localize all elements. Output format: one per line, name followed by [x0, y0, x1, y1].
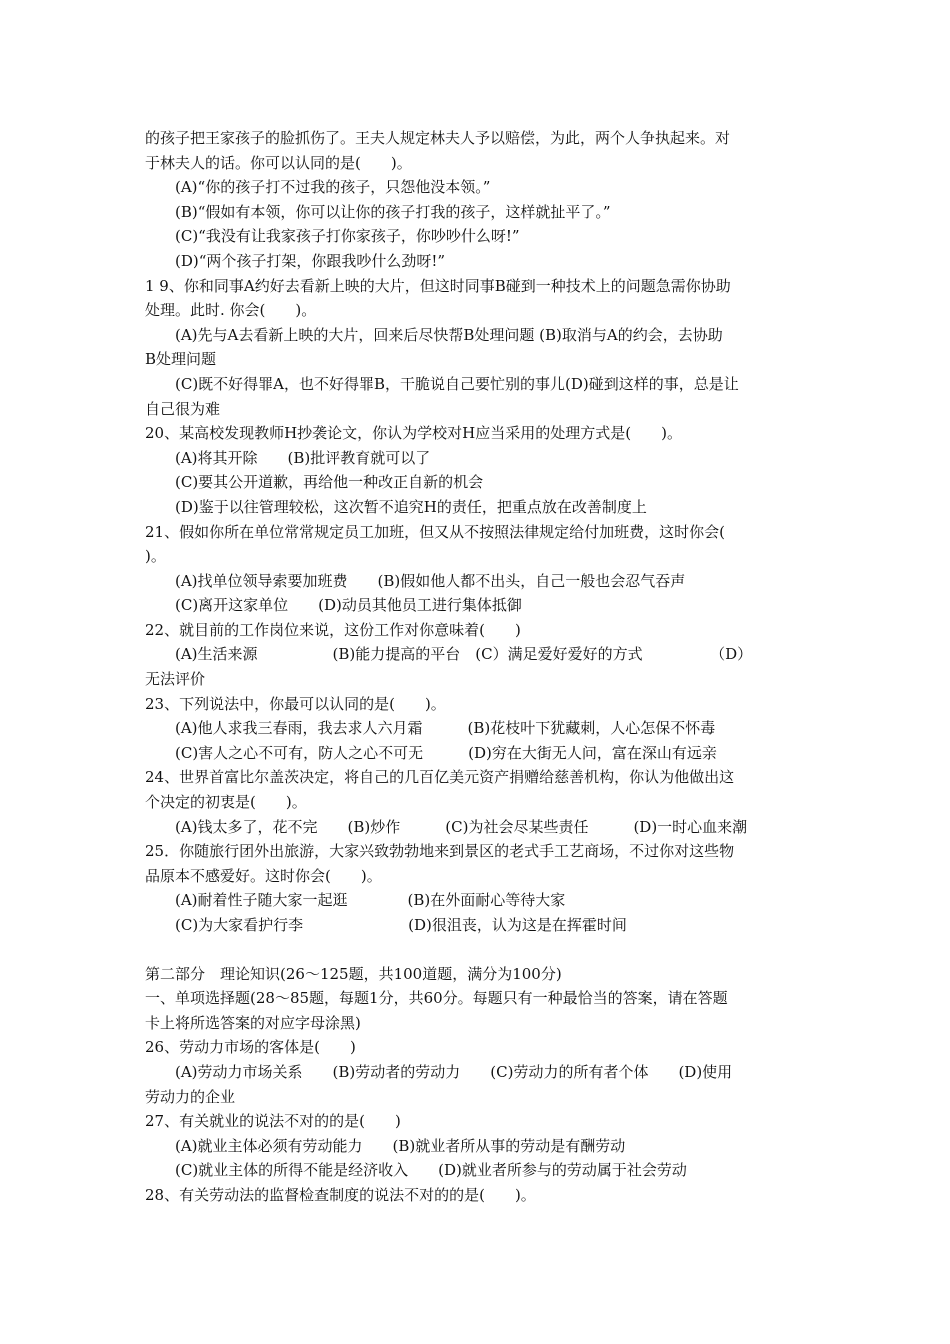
text-line: 的孩子把王家孩子的脸抓伤了。王夫人规定林夫人予以赔偿，为此，两个人争执起来。对: [145, 129, 731, 147]
answer-option-line: (D)鉴于以往管理较松，这次暂不追究H的责任，把重点放在改善制度上: [175, 497, 647, 516]
text-line: 劳动力的企业: [145, 1087, 236, 1106]
answer-option-line: (A)就业主体必须有劳动能力 (B)就业者所从事的劳动是有酬劳动: [175, 1136, 626, 1155]
text-line: 21、假如你所在单位常常规定员工加班，但又从不按照法律规定给付加班费，这时你会(: [145, 522, 725, 541]
text-line: 无法评价: [145, 670, 206, 689]
text-line: 处理。此时. 你会( )。: [145, 301, 317, 320]
document-page: [145, 126, 810, 1208]
text-line: 卡上将所选答案的对应字母涂黑): [145, 1013, 361, 1032]
answer-option-line: (A)他人求我三春雨，我去求人六月霜 (B)花枝叶下犹藏刺，人心怎保不怀毒: [175, 719, 716, 738]
text-line: 1 9、你和同事A约好去看新上映的大片，但这时同事B碰到一种技术上的问题急需你协助: [145, 276, 731, 295]
text-line: 一、单项选择题(28～85题，每题1分，共60分。每题只有一种最恰当的答案，请在答题: [145, 989, 728, 1008]
text-line: 26、劳动力市场的客体是( ): [145, 1038, 356, 1057]
text-line: 个决定的初衷是( )。: [145, 793, 307, 812]
answer-option-line: (C)离开这家单位 (D)动员其他员工进行集体抵御: [175, 596, 522, 615]
answer-option-line: (D)“两个孩子打架，你跟我吵什么劲呀!”: [175, 251, 446, 270]
text-line: 第二部分 理论知识(26～125题，共100道题，满分为100分): [145, 964, 562, 983]
answer-option-line: (A)先与A去看新上映的大片，回来后尽快帮B处理问题 (B)取消与A的约会，去协助: [175, 325, 723, 344]
answer-option-line: (C)为大家看护行李 (D)很沮丧，认为这是在挥霍时间: [175, 916, 627, 934]
answer-option-line: (A)“你的孩子打不过我的孩子，只怨他没本领。”: [175, 178, 491, 197]
text-line: 22、就目前的工作岗位来说，这份工作对你意味着( ): [145, 620, 521, 639]
answer-option-line: (A)钱太多了，花不完 (B)炒作 (C)为社会尽某些责任 (D)一时心血来潮: [175, 817, 748, 836]
answer-option-line: (C)就业主体的所得不能是经济收入 (D)就业者所参与的劳动属于社会劳动: [175, 1161, 687, 1180]
answer-option-line: (B)“假如有本领，你可以让你的孩子打我的孩子，这样就扯平了。”: [175, 202, 611, 221]
answer-option-line: (C)害人之心不可有，防人之心不可无 (D)穷在大街无人问，富在深山有远亲: [175, 743, 717, 762]
text-line: 自己很为难: [145, 399, 221, 418]
answer-option-line: (C)要其公开道歉，再给他一种改正自新的机会: [175, 473, 484, 492]
answer-option-line: (A)将其开除 (B)批评教育就可以了: [175, 448, 431, 467]
answer-option-line: (C)既不好得罪A，也不好得罪B，干脆说自己要忙别的事儿(D)碰到这样的事，总是让: [175, 374, 739, 393]
text-line: B处理问题: [145, 350, 217, 369]
answer-option-line: (C)“我没有让我家孩子打你家孩子，你吵吵什么呀!”: [175, 227, 520, 246]
answer-option-line: (A)找单位领导索要加班费 (B)假如他人都不出头，自己一般也会忍气吞声: [175, 571, 686, 590]
text-line: 25．你随旅行团外出旅游，大家兴致勃勃地来到景区的老式手工艺商场，不过你对这些物: [145, 842, 735, 861]
text-line: 于林夫人的话。你可以认同的是( )。: [145, 153, 412, 172]
text-line: 28、有关劳动法的监督检查制度的说法不对的的是( )。: [145, 1185, 536, 1204]
text-line: )。: [145, 547, 166, 566]
answer-option-line: (A)耐着性子随大家一起逛 (B)在外面耐心等待大家: [175, 891, 566, 910]
answer-option-line: (A)劳动力市场关系 (B)劳动者的劳动力 (C)劳动力的所有者个体 (D)使用: [175, 1062, 733, 1081]
text-line: 27、有关就业的说法不对的的是( ): [145, 1112, 401, 1131]
text-line: 20、某高校发现教师H抄袭论文，你认为学校对H应当采用的处理方式是( )。: [145, 424, 682, 443]
text-line: 23、下列说法中，你最可以认同的是( )。: [145, 694, 446, 713]
text-line: 24、世界首富比尔盖茨决定，将自己的几百亿美元资产捐赠给慈善机构，你认为他做出这: [145, 768, 735, 787]
text-line: 品原本不感爱好。这时你会( )。: [145, 866, 382, 885]
blank-line: [145, 938, 810, 962]
answer-option-line: (A)生活来源 (B)能力提高的平台 (C）满足爱好爱好的方式 （D）: [175, 645, 753, 664]
